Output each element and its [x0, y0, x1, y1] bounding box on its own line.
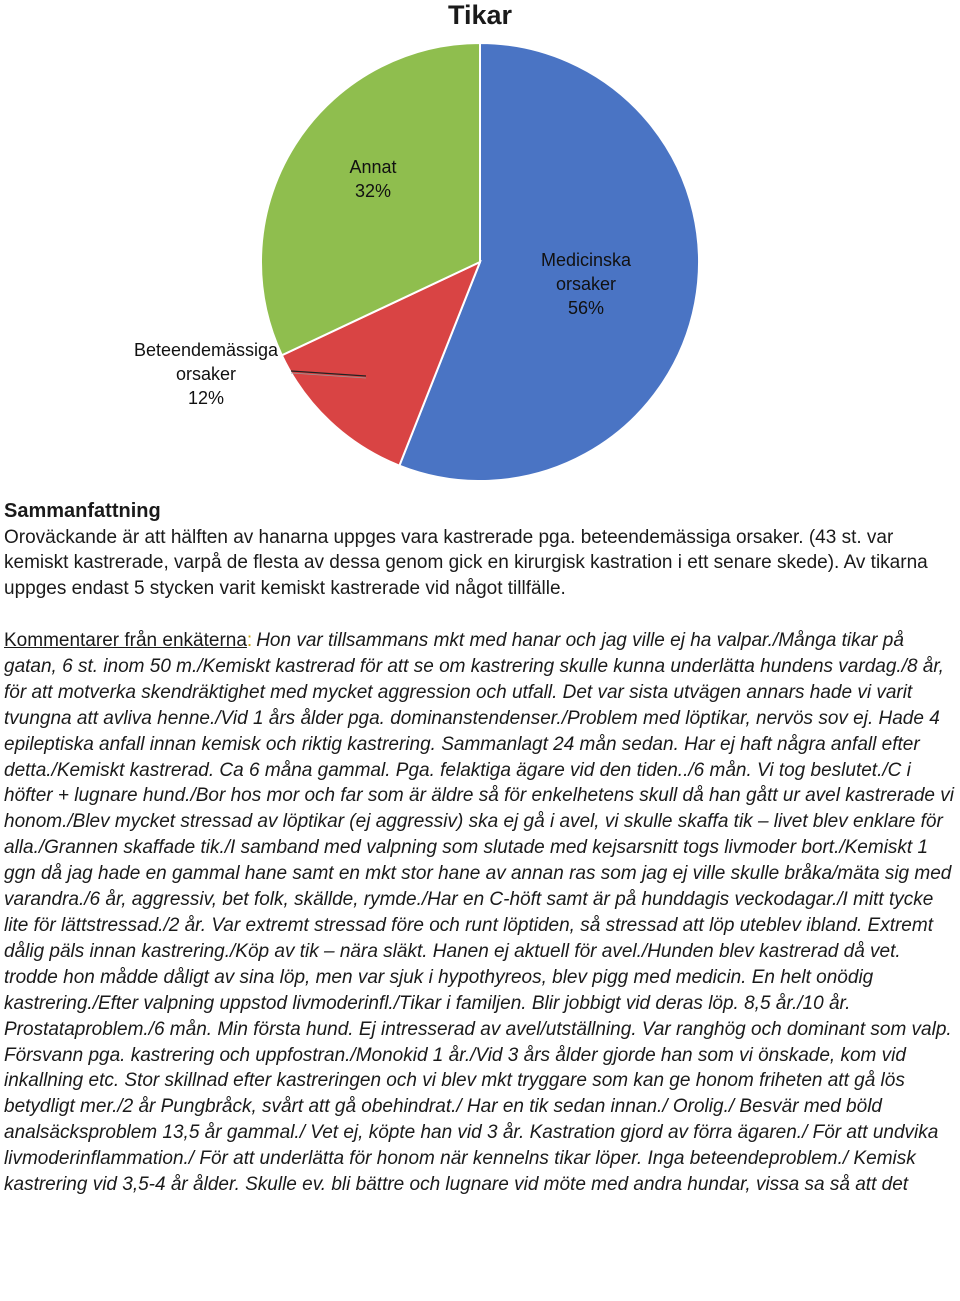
summary-text: Oroväckande är att hälften av hanarna uppges vara kastrerade pga. beteendemässiga orsaker. (43 st. var kemiskt kastrerade, varpå de flesta av dessa genom gick en kirurgisk kastration i ett senare skede). Av tikarna uppges endast 5 stycken varit kemiskt kastrerade vid något tillfälle. — [4, 526, 928, 600]
data-label-medicinska-orsaker: Medicinska orsaker 56% — [540, 250, 632, 318]
comments-text: Hon var tillsammans mkt med hanar och jag ville ej ha valpar./Många tikar på gatan, 6 st. inom 50 m./Kemiskt kastrerad för att se om kastrering skulle kunna underlätta hundens vardag./8 år, för att motverka skendräktighet med mycket aggression och utfall. Det var sista utvägen annars hade vi varit tvungna att avliva henne./Vid 1 års ålder pga. dominanstendenser./Problem med löptikar, nervös sov ej. Hade 4 epileptiska anfall innan kemisk och riktig kastrering. Sammanlagt 24 mån sedan. Har ej haft några anfall efter detta./Kemiskt kastrerad. Ca 6 måna gammal. Pga. felaktiga ägare vid den tiden../6 mån. Vi tog beslutet./C i höfter + lugnare hund./Bor hos mor och far som är äldre så för enkelhetens skull då han gått ur avel kastrerade vi honom./Blev mycket stressad av löptikar (ej aggressiv) ska ej gå i avel, vi skulle skaffa tik – livet blev enklare för alla./Grannen skaffade tik./I samband med valpning som slutade med kejsarsnitt togs livmoder bort./Kemiskt 1 ggn då jag hade en gammal hane samt en mkt stor hane av annan ras som jag ej ville skulle bråka/mäta sig med varandra./6 år, aggressiv, bet folk, skällde, rymde./Har en C-höft samt är på hunddagis veckodagar./I mitt tycke lite för lättstressad./2 år. Var extremt stressad före och runt löptiden, så stressad att löp uteblev ibland. Extremt dålig päls innan kastrering./Köp av tik – nära släkt. Hanen ej aktuell för avel./Hunden blev kastrerad då vet. trodde hon mådde dåligt av sina löp, men var sjuk i hypothyreos, blev pigg med medicin. En helt onödig kastrering./Efter valpning uppstod livmoderinfl./Tikar i familjen. Blir jobbigt vid deras löp. 8,5 år./10 år. Prostataproblem./6 mån. Min första hund. Ej intresserad av avel/utställning. Var ranghög och dominant som valp. Försvann pga. kastrering och uppfostran./Monokid 1 år./Vid 3 års ålder gjorde han som vi önskade, kom vid inkallning etc. Stor skillnad efter kastreringen och vi blev mkt tryggare som kan ge honom friheten att gå lös betydligt mer./2 år Pungbråck, svårt att gå obehindrat./ Har en tik sedan innan./ Orolig./ Besvär med böld analsäcksproblem 13,5 år gammal./ Vet ej, köpte han vid 3 år. Kastration gjord av förra ägaren./ För att undvika livmoderinflammation./ För att underlätta för honom när kennelns tikar löper. Inga beteendeproblem./ Kemisk kastrering vid 3,5-4 år ålder. Skulle ev. bli bättre och lugnare vid möte med andra hundar, vissa sa så att det — [4, 630, 954, 1196]
data-label-beteendemässiga-orsaker: Beteendemässiga orsaker 12% — [133, 340, 279, 408]
pie-chart — [0, 0, 960, 480]
summary-heading: Sammanfattning — [4, 500, 161, 522]
comments-colon: : — [246, 630, 253, 651]
page-title: Tikar — [447, 0, 513, 30]
data-label-annat: Annat 32% — [349, 157, 397, 201]
comments-section — [4, 628, 958, 1198]
comments-label: Kommentarer från enkäterna — [4, 630, 247, 651]
summary-section — [4, 499, 958, 602]
